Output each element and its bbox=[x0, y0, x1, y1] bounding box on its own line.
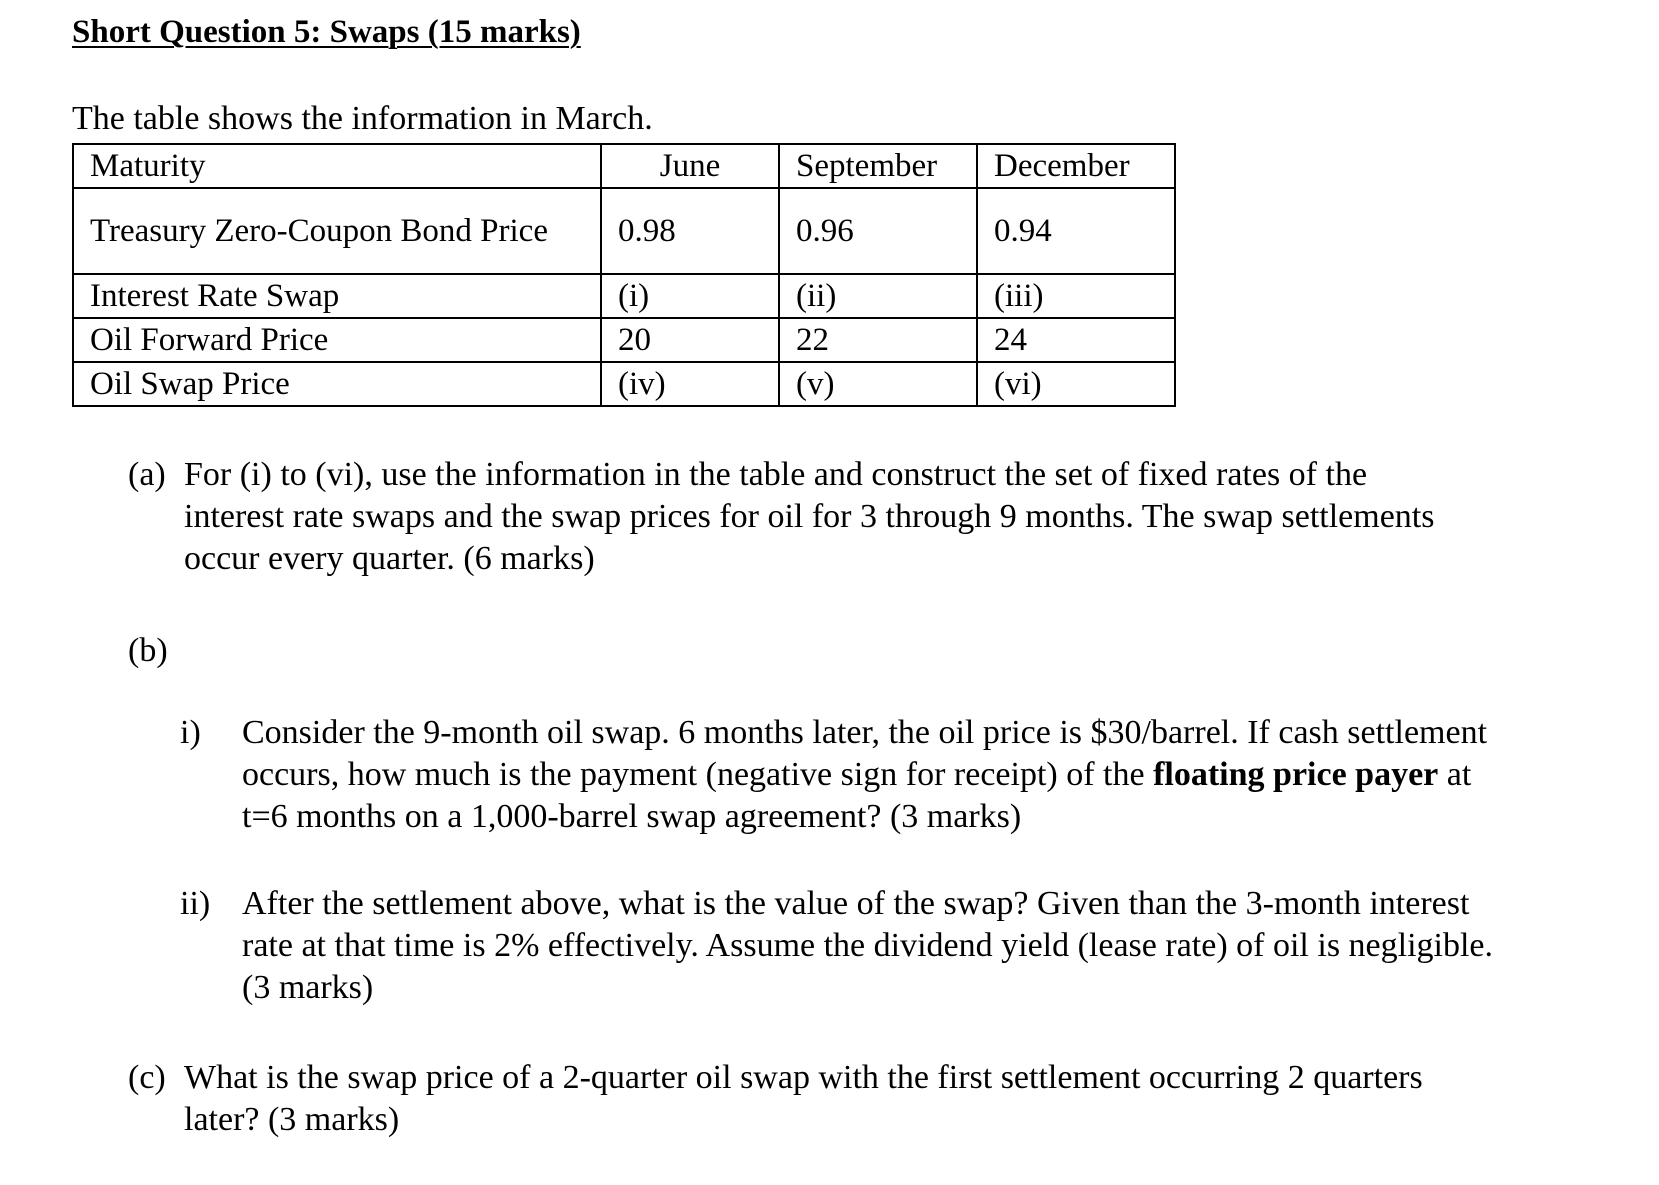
row-label: Oil Forward Price bbox=[73, 318, 601, 362]
question-b bbox=[128, 630, 168, 672]
table-row bbox=[73, 318, 1175, 362]
question-c bbox=[128, 1057, 1468, 1141]
intro-text: The table shows the information in March. bbox=[72, 100, 653, 137]
question-b-ii bbox=[180, 883, 1500, 1009]
question-b-i bbox=[180, 712, 1500, 838]
question-b-ii-marker: ii) bbox=[180, 885, 211, 922]
question-a-text: For (i) to (vi), use the information in the table and construct the set of fixed rates of the interest rate swaps and the swap prices for oil for 3 through 9 months. The swap settlements occur every quarter. (6 marks) bbox=[184, 456, 1435, 577]
question-a bbox=[128, 454, 1468, 580]
question-title: Short Question 5: Swaps (15 marks) bbox=[72, 14, 581, 50]
header-september: September bbox=[779, 144, 977, 188]
table-row bbox=[73, 188, 1175, 274]
question-c-marker: (c) bbox=[128, 1059, 166, 1096]
cell-june: 0.98 bbox=[601, 188, 779, 274]
cell-december: 0.94 bbox=[977, 188, 1175, 274]
row-label: Oil Swap Price bbox=[73, 362, 601, 406]
table-row bbox=[73, 274, 1175, 318]
question-b-ii-text: After the settlement above, what is the value of the swap? Given than the 3-month interest rate at that time is 2% effectively. Assume the dividend yield (lease rate) of oil is negligible. (3 marks) bbox=[242, 885, 1494, 1006]
question-b-i-marker: i) bbox=[180, 714, 201, 751]
cell-june: (iv) bbox=[601, 362, 779, 406]
cell-september: 22 bbox=[779, 318, 977, 362]
info-table bbox=[72, 143, 1176, 407]
table-header-row bbox=[73, 144, 1175, 188]
cell-december: 24 bbox=[977, 318, 1175, 362]
table-row bbox=[73, 362, 1175, 406]
question-b-i-text-before: Consider the 9-month oil swap. 6 months later, the oil price is $30/barrel. If cash settlement occurs, how much is the payment (negative sign for receipt) of the bbox=[242, 714, 1488, 793]
question-b-i-bold: floating price payer bbox=[1153, 756, 1439, 793]
cell-september: 0.96 bbox=[779, 188, 977, 274]
header-june: June bbox=[601, 144, 779, 188]
header-maturity: Maturity bbox=[73, 144, 601, 188]
cell-september: (v) bbox=[779, 362, 977, 406]
cell-june: (i) bbox=[601, 274, 779, 318]
question-b-i-text bbox=[242, 712, 1500, 838]
cell-june: 20 bbox=[601, 318, 779, 362]
cell-september: (ii) bbox=[779, 274, 977, 318]
question-c-text: What is the swap price of a 2-quarter oil swap with the first settlement occurring 2 quarters later? (3 marks) bbox=[184, 1059, 1423, 1138]
question-b-marker: (b) bbox=[128, 632, 168, 669]
question-a-marker: (a) bbox=[128, 456, 166, 493]
row-label: Interest Rate Swap bbox=[73, 274, 601, 318]
question-b-i-text-after: at t=6 months on a 1,000-barrel swap agreement? (3 marks) bbox=[242, 756, 1472, 835]
row-label: Treasury Zero-Coupon Bond Price bbox=[73, 188, 601, 274]
cell-december: (iii) bbox=[977, 274, 1175, 318]
header-december: December bbox=[977, 144, 1175, 188]
cell-december: (vi) bbox=[977, 362, 1175, 406]
